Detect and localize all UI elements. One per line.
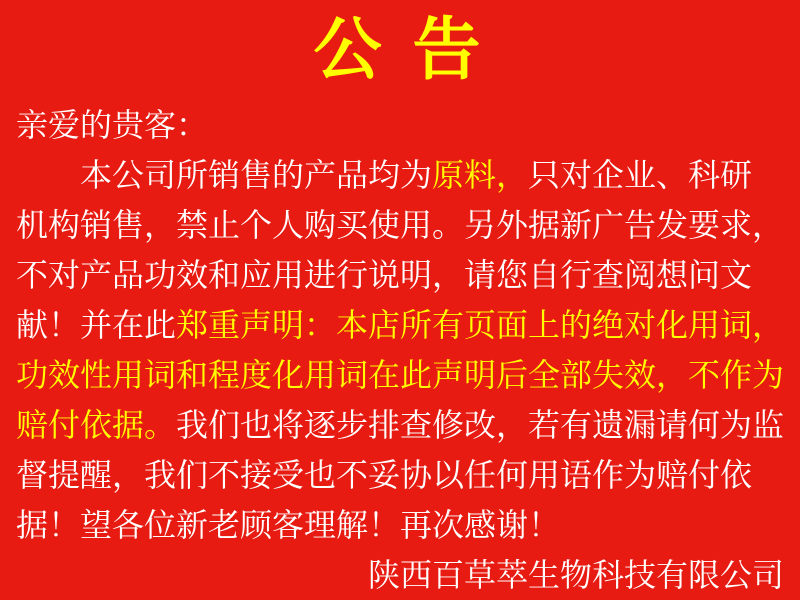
company-signature: 陕西百草萃生物科技有限公司 [367, 557, 784, 593]
notice-line [16, 350, 784, 400]
notice-line [16, 100, 784, 150]
notice-line [16, 500, 784, 550]
highlight-text-segment: 原料， [432, 157, 529, 193]
notice-text-segment: 机构销售，禁止个人购买使用。另外据新广告发要求， [16, 207, 785, 243]
notice-text-segment: 只对企业、科研 [528, 157, 753, 193]
notice-line [16, 200, 784, 250]
notice-text-segment: 不对产品功效和应用进行说明，请您自行查阅想问文 [16, 257, 753, 293]
notice-line [16, 450, 784, 500]
notice-line [16, 400, 784, 450]
highlight-text-segment: 郑重声明：本店所有页面上的绝对化用词， [176, 307, 785, 343]
announcement-title: 公 告 [313, 12, 487, 88]
notice-line [16, 300, 784, 350]
announcement-body [0, 100, 800, 600]
highlight-text-segment: 功效性用词和程度化用词在此声明后全部失效，不作为 [16, 357, 785, 393]
notice-text-segment: 我们也将逐步排查修改，若有遗漏请何为监 [176, 407, 785, 443]
notice-text-segment: 献！并在此 [16, 307, 177, 343]
notice-text-segment: 亲爱的贵客： [16, 107, 209, 143]
notice-text-segment: 督提醒，我们不接受也不妥协以任何用语作为赔付依 [16, 457, 753, 493]
highlight-text-segment: 赔付依据。 [16, 407, 177, 443]
notice-text-segment: 据！望各位新老顾客理解！再次感谢！ [16, 507, 561, 543]
notice-line [16, 150, 784, 200]
notice-text-segment: 本公司所销售的产品均为 [80, 157, 433, 193]
notice-line [16, 250, 784, 300]
